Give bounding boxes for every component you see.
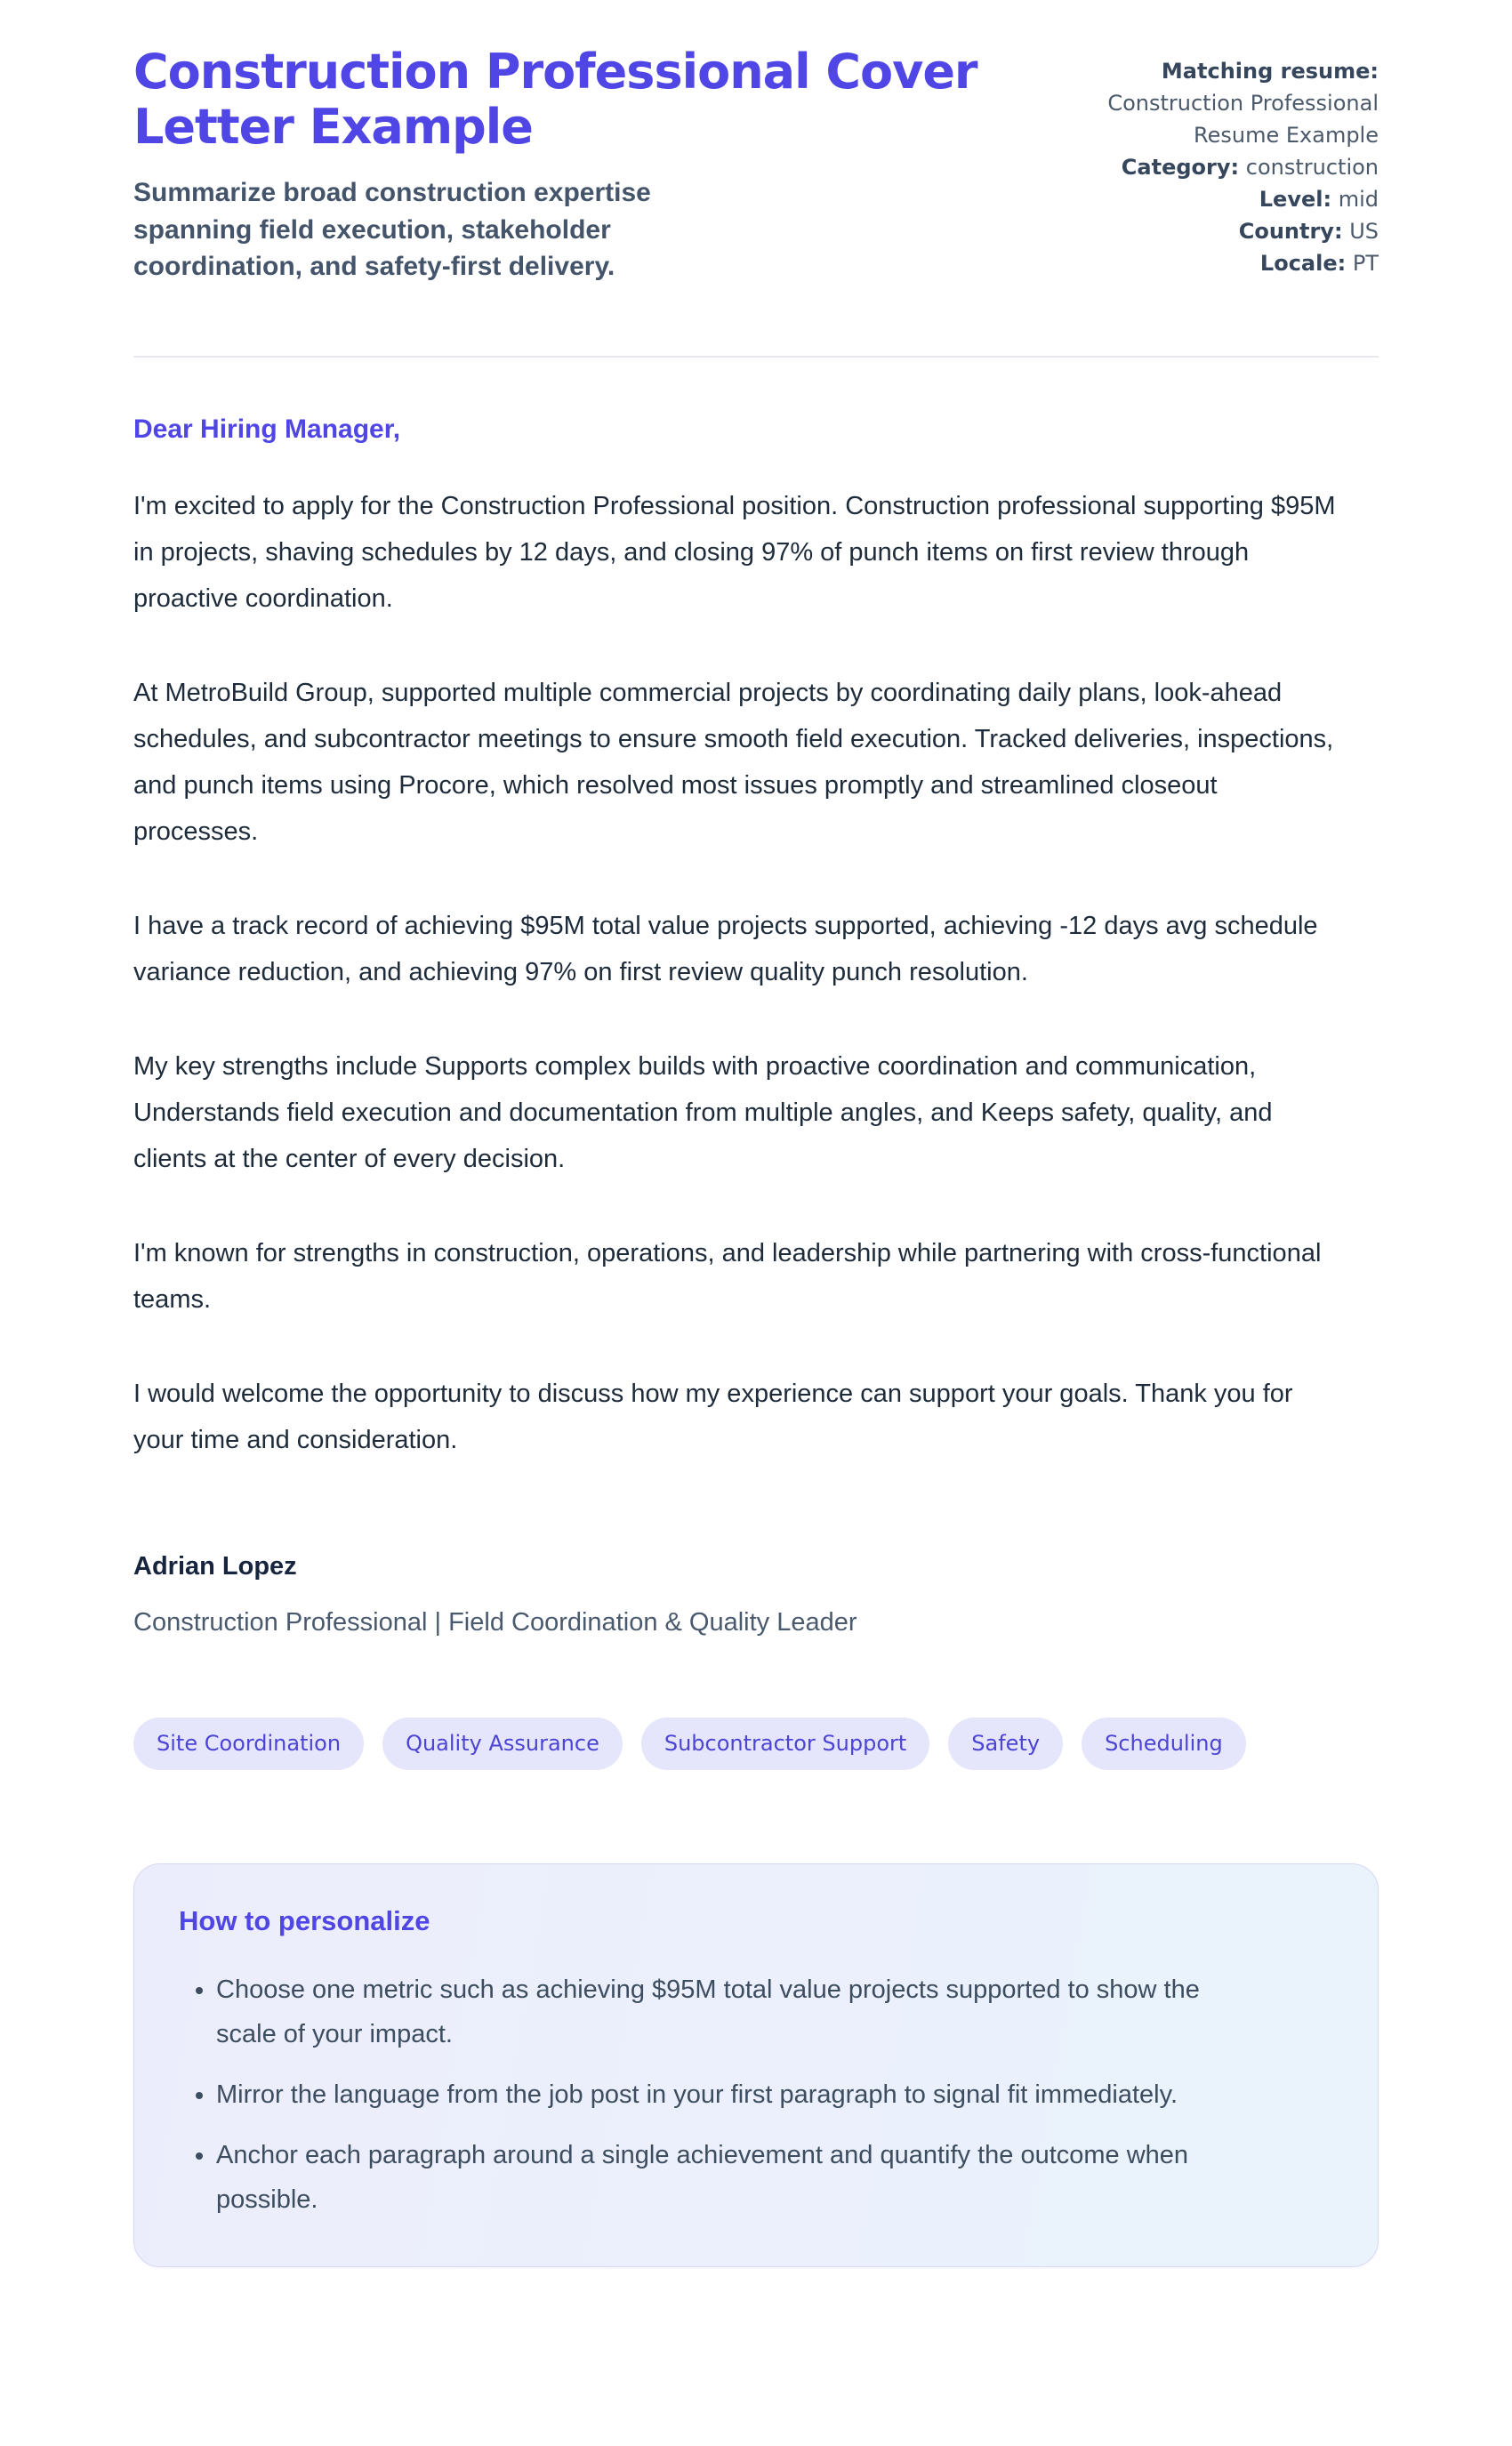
resume-meta <box>1076 44 1379 279</box>
page-title: Construction Professional Cover Letter Example <box>133 44 977 156</box>
tag-chip-quality-assurance: Quality Assurance <box>382 1718 623 1770</box>
letter-paragraph: My key strengths include Supports complex builds with proactive coordination and communication, Understands field execution and documentation from multiple angles, and Keeps safety, quality, and clients at the center of every decision. <box>133 1052 1273 1174</box>
letter-paragraph: At MetroBuild Group, supported multiple commercial projects by coordinating daily plans, look-ahead schedules, and subcontractor meetings to ensure smooth field execution. Tracked deliveries, inspections, and punch items using Procore, which resolved most issues promptly and streamlined closeout processes. <box>133 679 1334 847</box>
page-header <box>133 44 1379 285</box>
skill-tags <box>133 1718 1379 1770</box>
tag-chip-scheduling: Scheduling <box>1082 1718 1246 1770</box>
meta-country: Country: US <box>1238 219 1379 244</box>
header-title-block <box>133 44 1076 285</box>
salutation: Dear Hiring Manager, <box>133 414 401 445</box>
letter-paragraph: I would welcome the opportunity to discuss how my experience can support your goals. Thank you for your time and consideration. <box>133 1380 1293 1455</box>
personalize-tips <box>179 1967 1333 2222</box>
meta-matching-resume-label: Matching resume: <box>1161 59 1379 84</box>
cover-letter-page <box>133 0 1379 2267</box>
personalize-tip: • Anchor each paragraph around a single achievement and quantify the outcome when possible. <box>216 2133 1212 2222</box>
meta-category: Category: construction <box>1121 155 1379 180</box>
page-subtitle: Summarize broad construction expertise spanning field execution, stakeholder coordination, and safety-first delivery. <box>133 178 651 281</box>
personalize-box <box>133 1863 1379 2267</box>
personalize-heading: How to personalize <box>179 1905 430 1937</box>
letter-paragraph: I'm known for strengths in construction, operations, and leadership while partnering with cross-functional teams. <box>133 1239 1322 1315</box>
meta-level: Level: mid <box>1259 187 1379 212</box>
tag-chip-safety: Safety <box>948 1718 1063 1770</box>
meta-locale: Locale: PT <box>1259 251 1379 276</box>
tag-chip-subcontractor-support: Subcontractor Support <box>641 1718 929 1770</box>
header-divider <box>133 356 1379 358</box>
personalize-tip: • Choose one metric such as achieving $95M total value projects supported to show the scale of your impact. <box>216 1967 1212 2056</box>
letter-body <box>133 483 1379 1463</box>
signature-name: Adrian Lopez <box>133 1552 297 1581</box>
meta-matching-resume-value: Construction Professional Resume Example <box>1107 91 1379 148</box>
personalize-tip: • Mirror the language from the job post in your first paragraph to signal fit immediately. <box>216 2072 1212 2117</box>
letter-paragraph: I'm excited to apply for the Construction Professional position. Construction professional supporting $95M in projects, shaving schedules by 12 days, and closing 97% of punch items on first review through proactive coordination. <box>133 492 1336 614</box>
letter-paragraph: I have a track record of achieving $95M total value projects supported, achieving -12 days avg schedule variance reduction, and achieving 97% on first review quality punch resolution. <box>133 912 1318 987</box>
signature-title: Construction Professional | Field Coordination & Quality Leader <box>133 1608 857 1637</box>
tag-chip-site-coordination: Site Coordination <box>133 1718 364 1770</box>
